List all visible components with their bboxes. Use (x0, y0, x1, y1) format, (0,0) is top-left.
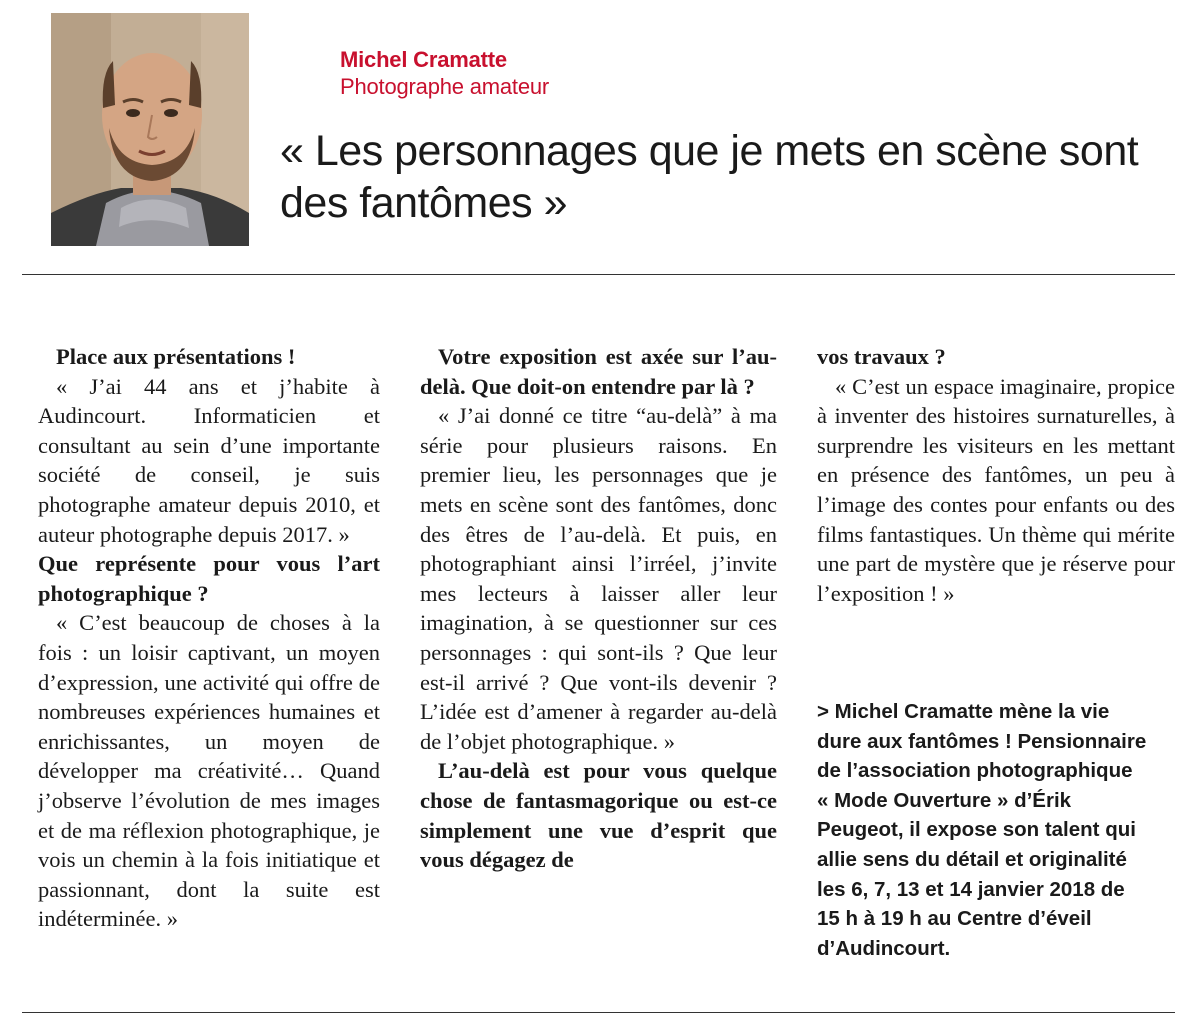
exhibition-note: > Michel Cramatte mène la vie dure aux fantômes ! Pensionnaire de l’association photographique « Mode Ouverture » d’Érik Peugeot, il expose son talent qui allie sens du détail et originalité les 6, 7, 13 et 14 janvier 2018 de 15 h à 19 h au Centre d’éveil d’Audincourt. (817, 700, 1147, 960)
author-name: Michel Cramatte (340, 47, 507, 72)
answer: « J’ai 44 ans et j’habite à Audincourt. Informaticien et consultant au sein d’une importante société de conseil, je suis photographe amateur depuis 2010, et auteur photographe depuis 2017. » (38, 373, 380, 547)
question: Votre exposition est axée sur l’au-delà. Que doit-on entendre par là ? (420, 344, 777, 399)
column-2 (420, 342, 777, 875)
author-byline (340, 46, 549, 100)
column-1 (38, 342, 380, 934)
answer: « J’ai donné ce titre “au-delà” à ma série pour plusieurs raisons. En premier lieu, les personnages que je mets en scène sont des fantômes, donc des êtres de l’au-delà. Et puis, en photographiant ainsi l’irréel, j’invite mes lecteurs à laisser aller leur imagination, à se questionner sur ces personnages : qui sont-ils ? Que leur est-il arrivé ? Que vont-ils devenir ? L’idée est d’amener à regarder au-delà de l’objet photographique. » (420, 403, 777, 754)
question: L’au-delà est pour vous quelque chose de fantasmagorique ou est-ce simplement une vue d’esprit que vous dégagez de (420, 758, 777, 873)
author-role: Photographe amateur (340, 74, 550, 99)
author-portrait (51, 13, 249, 246)
bottom-divider (22, 1012, 1175, 1013)
question: Que représente pour vous l’art photographique ? (38, 551, 380, 606)
top-divider (22, 274, 1175, 275)
article-headline: « Les personnages que je mets en scène sont des fantômes » (280, 127, 1139, 227)
column-3 (817, 342, 1175, 608)
answer: « C’est beaucoup de choses à la fois : un loisir captivant, un moyen d’expression, une activité qui offre de nombreuses expériences humaines et enrichissantes, un moyen de développer ma créativité… Quand j’observe l’évolution de mes images et de ma réflexion photographique, je vois un chemin à la fois initiatique et passionnant, dont la suite est indéterminée. » (38, 610, 380, 932)
question-continued: vos travaux ? (817, 344, 946, 369)
answer: « C’est un espace imaginaire, propice à inventer des histoires surnaturelles, à surprendre les visiteurs en les mettant en présence des fantômes, un peu à l’image des contes pour enfants ou des films fantastiques. Un thème qui mérite une part de mystère que je réserve pour l’exposition ! » (817, 373, 1175, 606)
question: Place aux présentations ! (56, 344, 296, 369)
